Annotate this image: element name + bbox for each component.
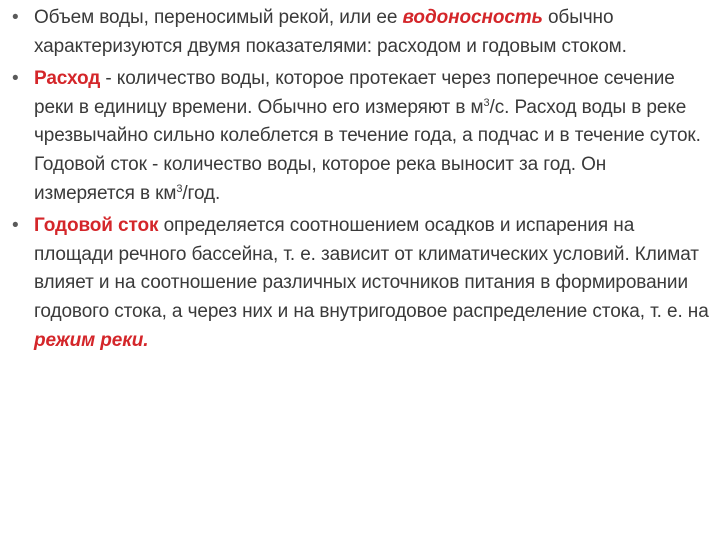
bullet-text: - количество воды, которое протекает через поперечное сечение реки в единицу времени. Обычно его измеряют в м bbox=[34, 68, 675, 118]
superscript: 3 bbox=[483, 96, 490, 109]
term-river-regime: режим реки. bbox=[34, 329, 149, 351]
superscript: 3 bbox=[176, 182, 183, 195]
bullet-item-discharge bbox=[12, 65, 712, 208]
bullet-text: /год. bbox=[182, 182, 221, 204]
term-discharge: Расход bbox=[34, 68, 101, 90]
bullet-item-water-content bbox=[12, 4, 712, 61]
bullet-item-annual-runoff bbox=[12, 212, 712, 355]
bullet-list bbox=[12, 4, 712, 359]
bullet-dot-icon: • bbox=[12, 68, 19, 90]
bullet-text: /с. Расход воды в реке чрезвычайно сильно колеблется в течение года, а подчас и в течение суток. Годовой сток - количество воды, которое река выносит за год. Он измеряется в км bbox=[34, 96, 701, 204]
bullet-text: Объем воды, переносимый рекой, или ее bbox=[34, 7, 403, 28]
term-annual-runoff: Годовой сток bbox=[34, 215, 159, 237]
bullet-text: определяется соотношением осадков и испарения на площади речного бассейна, т. е. зависит от климатических условий. Климат влияет и на соотношение различных источников питания в формировании годового стока, а через них и на внутригодовое распределение стока, т. е. на bbox=[34, 215, 709, 322]
bullet-dot-icon: • bbox=[12, 7, 19, 28]
bullet-dot-icon: • bbox=[12, 215, 19, 237]
term-water-content: водоносность bbox=[402, 7, 543, 28]
bullet-text: обычно характеризуются двумя показателями: расходом и годовым стоком. bbox=[34, 7, 627, 57]
